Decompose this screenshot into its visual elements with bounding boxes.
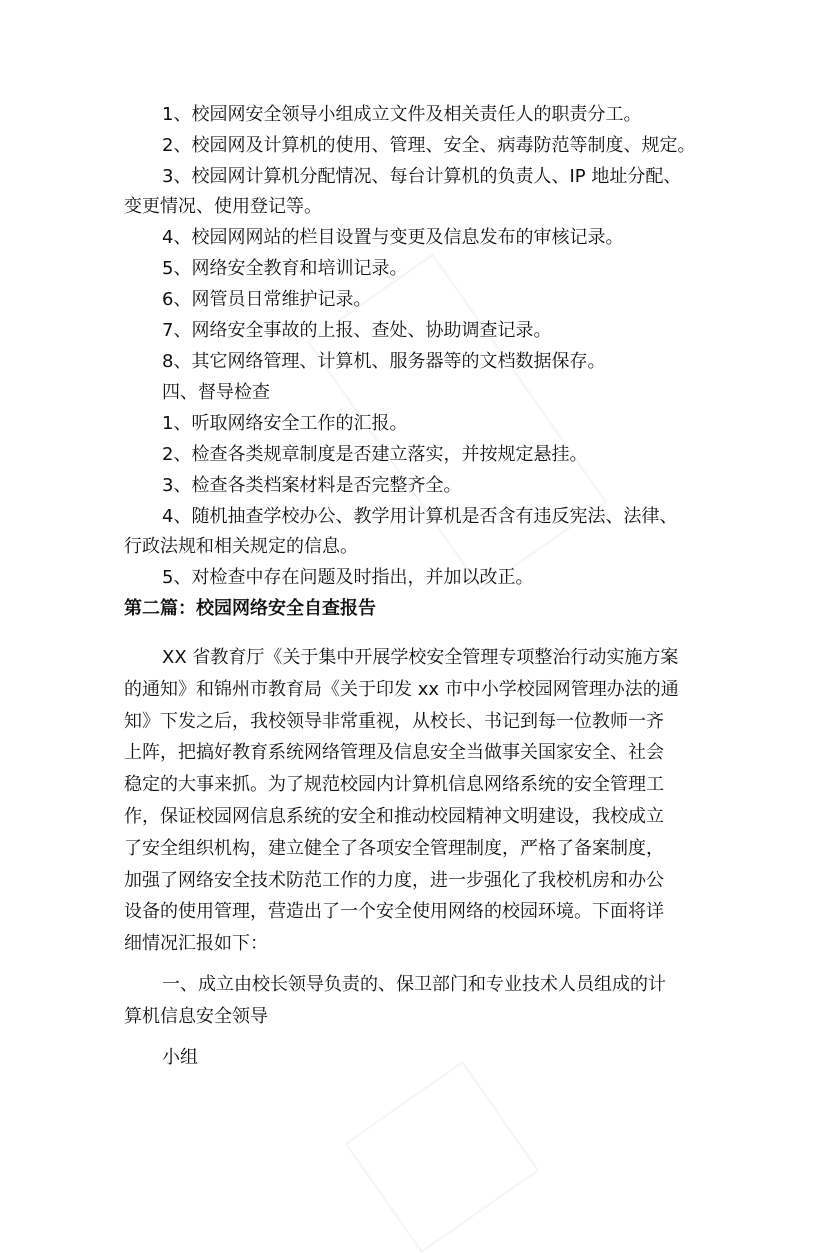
list-item: 4、随机抽查学校办公、教学用计算机是否含有违反宪法、法律、 <box>162 506 678 527</box>
list-item: 2、校园网及计算机的使用、管理、安全、病毒防范等制度、规定。 <box>162 135 696 156</box>
list-item: 3、校园网计算机分配情况、每台计算机的负责人、IP 地址分配、 <box>162 166 682 187</box>
watermark-shape-bottom <box>345 1061 540 1253</box>
list-item-continuation: 行政法规和相关规定的信息。 <box>124 536 358 557</box>
body-line: 了安全组织机构，建立健全了各项安全管理制度，严格了备案制度， <box>124 837 664 859</box>
list-item: 5、网络安全教育和培训记录。 <box>162 258 408 279</box>
body-line: 上阵，把搞好教育系统网络管理及信息安全当做事关国家安全、社会 <box>124 742 664 764</box>
list-item: 7、网络安全事故的上报、查处、协助调查记录。 <box>162 320 552 341</box>
trailing-line: 小组 <box>162 1046 198 1068</box>
body-line: 细情况汇报如下： <box>124 933 268 955</box>
subsection-line: 算机信息安全领导 <box>124 1005 268 1027</box>
body-line: 作，保证校园网信息系统的安全和推动校园精神文明建设，我校成立 <box>124 805 664 827</box>
list-item: 8、其它网络管理、计算机、服务器等的文档数据保存。 <box>162 351 606 372</box>
list-item: 1、校园网安全领导小组成立文件及相关责任人的职责分工。 <box>162 104 642 125</box>
list-item: 3、检查各类档案材料是否完整齐全。 <box>162 475 462 496</box>
list-item: 1、听取网络安全工作的汇报。 <box>162 413 408 434</box>
section-heading: 四、督导检查 <box>162 382 270 403</box>
list-item: 6、网管员日常维护记录。 <box>162 289 372 310</box>
subsection-line: 一、成立由校长领导负责的、保卫部门和专业技术人员组成的计 <box>162 973 666 995</box>
body-line: 设备的使用管理，营造出了一个安全使用网络的校园环境。下面将详 <box>124 901 664 923</box>
list-item-continuation: 变更情况、使用登记等。 <box>124 196 322 217</box>
list-item: 5、对检查中存在问题及时指出，并加以改正。 <box>162 567 534 588</box>
body-line: 加强了网络安全技术防范工作的力度，进一步强化了我校机房和办公 <box>124 869 664 891</box>
body-paragraph <box>124 642 714 1033</box>
part-title: 第二篇：校园网络安全自查报告 <box>124 598 376 619</box>
document-content <box>124 100 714 1073</box>
list-item: 4、校园网网站的栏目设置与变更及信息发布的审核记录。 <box>162 227 624 248</box>
body-line: 知》下发之后，我校领导非常重视，从校长、书记到每一位教师一齐 <box>124 710 664 732</box>
body-line: XX 省教育厅《关于集中开展学校安全管理专项整治行动实施方案 <box>162 647 679 668</box>
body-line: 稳定的大事来抓。为了规范校园内计算机信息网络系统的安全管理工 <box>124 774 664 796</box>
body-line: 的通知》和锦州市教育局《关于印发 xx 市中小学校园网管理办法的通 <box>124 678 679 700</box>
list-item: 2、检查各类规章制度是否建立落实，并按规定悬挂。 <box>162 444 588 465</box>
